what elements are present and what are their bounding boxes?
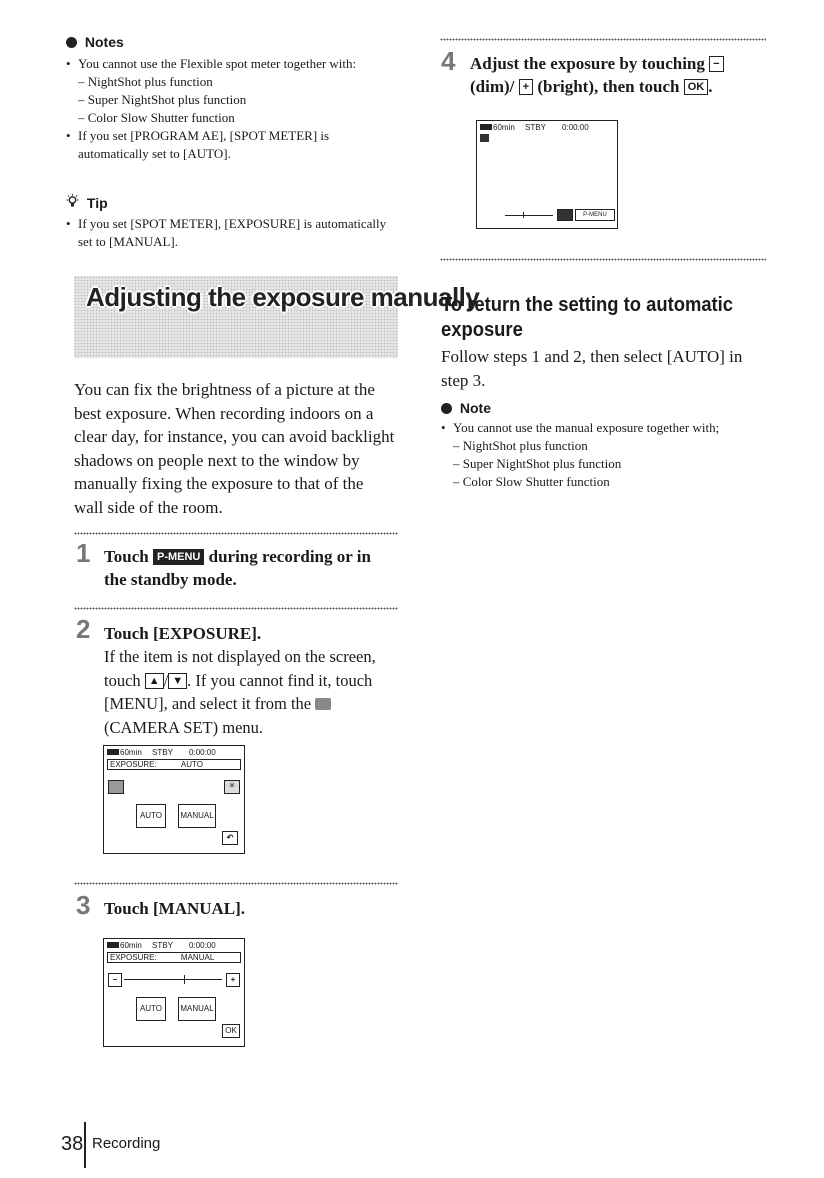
step-2-title: Touch [EXPOSURE]. (104, 624, 262, 643)
ok-button[interactable]: OK (684, 79, 709, 95)
divider (74, 607, 398, 610)
step-2-body: If the item is not displayed on the screen, touch ▲ / ▼ . If you cannot find it, touch [MENU], and select it from the (CAMERA SET) menu. (104, 647, 376, 737)
note-title: Note (459, 400, 492, 416)
exposure-indicator-icon (480, 134, 489, 142)
battery-icon (107, 942, 119, 948)
status-bar: 60min STBY 0:00:00 (480, 123, 589, 132)
return-heading: To return the setting to automatic exposure (441, 294, 734, 341)
note-bullet: • You cannot use the Flexible spot meter together with: (66, 55, 396, 73)
manual-option[interactable]: MANUAL (178, 804, 216, 828)
section-heading-box (74, 276, 480, 358)
notes-top (66, 34, 396, 163)
scroll-down-button[interactable]: ▼ (168, 673, 187, 689)
bright-icon: ✳ (224, 780, 240, 794)
auto-option[interactable]: AUTO (136, 804, 166, 828)
note-sub-item: – Super NightShot plus function (78, 92, 247, 107)
lcd-screen-exposure-manual (103, 938, 245, 1047)
tip-title: Tip (86, 195, 108, 211)
display-icon (557, 209, 573, 221)
notes-title: Notes (84, 34, 124, 50)
lcd-screen-adjusted (476, 120, 618, 229)
auto-option[interactable]: AUTO (136, 997, 166, 1021)
caution-icon (441, 403, 452, 414)
tip-bullet: • If you set [SPOT METER], [EXPOSURE] is automatically set to [MANUAL]. (66, 215, 396, 251)
section-heading: Adjusting the exposure manually (86, 282, 480, 312)
p-menu-button[interactable]: P-MENU (575, 209, 615, 221)
note-sub-item: – Super NightShot plus function (453, 456, 622, 471)
step-number-3: 3 (76, 890, 91, 920)
divider (440, 258, 766, 261)
dim-icon (108, 780, 124, 794)
footer-section-label: Recording (92, 1135, 161, 1152)
scroll-up-button[interactable]: ▲ (145, 673, 164, 689)
exposure-label-bar: EXPOSURE: AUTO (107, 759, 241, 770)
lightbulb-icon (66, 194, 79, 211)
tip-block (66, 194, 396, 251)
manual-option[interactable]: MANUAL (178, 997, 216, 1021)
p-menu-button[interactable]: P-MENU (153, 549, 204, 565)
step-3-title: Touch [MANUAL]. (104, 899, 246, 918)
note-bullet: • If you set [PROGRAM AE], [SPOT METER] is automatically set to [AUTO]. (66, 127, 396, 163)
divider (74, 882, 398, 885)
note-bottom (441, 400, 771, 491)
dim-button[interactable]: − (108, 973, 122, 987)
page-number: 38 (61, 1133, 84, 1155)
lcd-screen-exposure-auto (103, 745, 245, 854)
exposure-label-bar: EXPOSURE: MANUAL (107, 952, 241, 963)
status-bar: 60min STBY 0:00:00 (107, 748, 216, 757)
return-button[interactable]: ↶ (222, 831, 238, 845)
step-number-2: 2 (76, 614, 91, 644)
note-bullet: • You cannot use the manual exposure together with; (441, 419, 771, 437)
step-number-4: 4 (441, 46, 456, 76)
dim-button[interactable]: − (709, 56, 723, 72)
return-body: Follow steps 1 and 2, then select [AUTO] in step 3. (441, 347, 743, 390)
intro-paragraph: You can fix the brightness of a picture at the best exposure. When recording indoors on a clear day, for instance, you can avoid backlight shadows on people next to the window by manually fixing the exposure to that of the wall side of the room. (74, 380, 395, 517)
caution-icon (66, 37, 77, 48)
ok-button[interactable]: OK (222, 1024, 240, 1038)
note-sub-item: – Color Slow Shutter function (453, 474, 610, 489)
bright-button[interactable]: + (519, 79, 533, 95)
battery-icon (107, 749, 119, 755)
footer-divider (84, 1122, 86, 1168)
divider (440, 38, 766, 41)
step-number-1: 1 (76, 538, 91, 568)
battery-icon (480, 124, 492, 130)
note-sub-item: – NightShot plus function (453, 438, 588, 453)
step-4-text: Adjust the exposure by touching − (dim)/ + (bright), then touch OK . (470, 52, 770, 98)
divider (74, 532, 398, 535)
bright-button[interactable]: + (226, 973, 240, 987)
exposure-slider[interactable] (124, 979, 222, 980)
camera-set-icon (315, 698, 331, 710)
slider-handle[interactable] (184, 975, 185, 984)
step-1-text: Touch P-MENU during recording or in the standby mode. (104, 547, 371, 589)
note-sub-item: – Color Slow Shutter function (78, 110, 235, 125)
status-bar: 60min STBY 0:00:00 (107, 941, 216, 950)
exposure-level-bar (505, 215, 553, 216)
note-sub-item: – NightShot plus function (78, 74, 213, 89)
level-handle (523, 212, 524, 218)
